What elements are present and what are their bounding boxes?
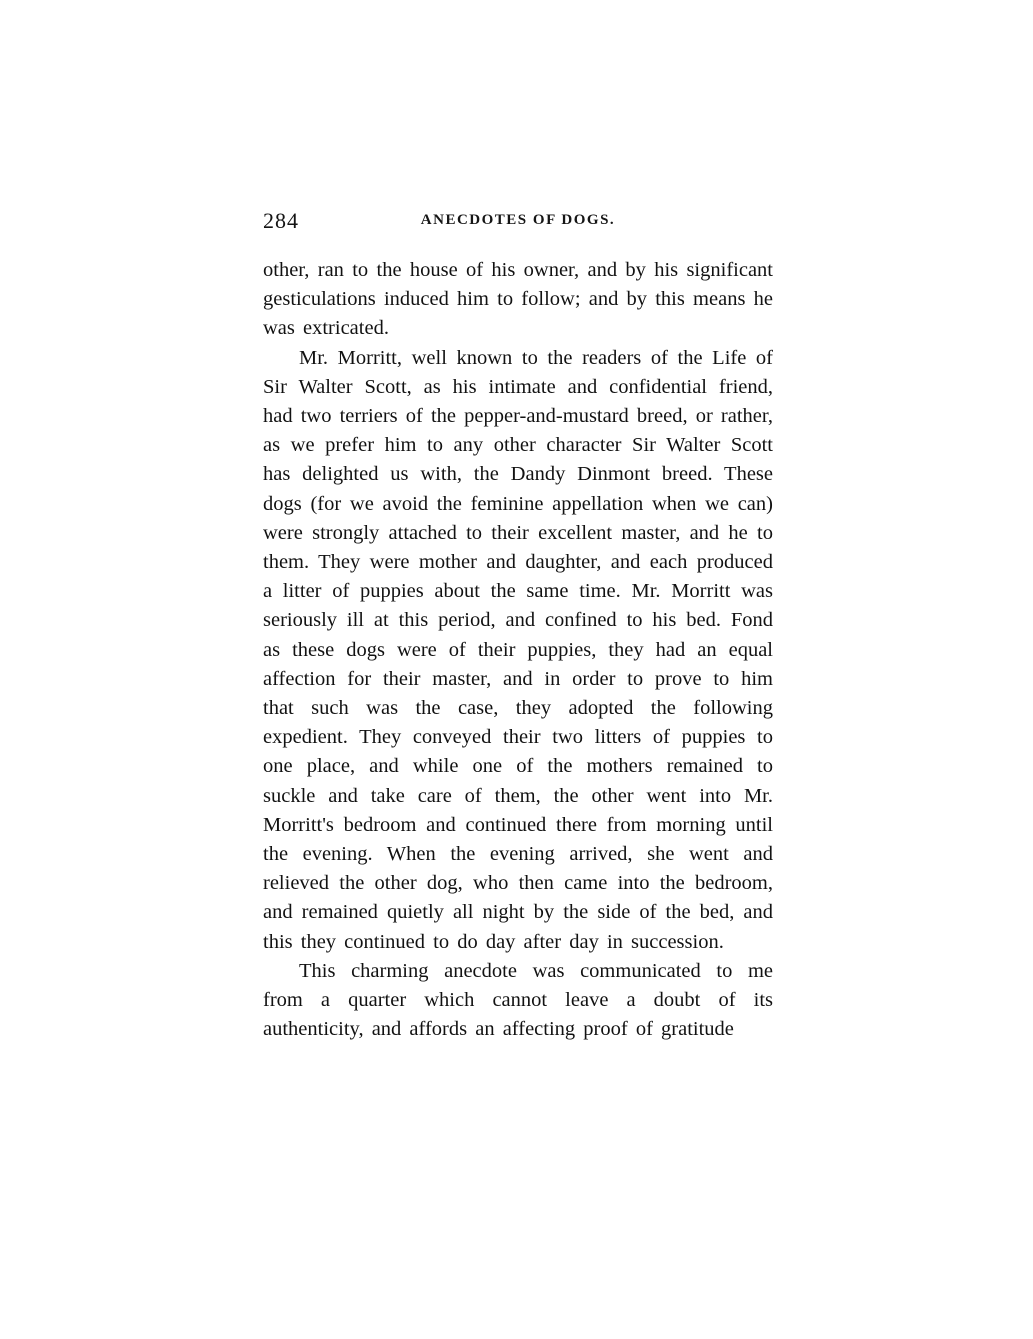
page-number: 284 — [263, 208, 299, 233]
paragraph: Mr. Morritt, well known to the readers of the Life of Sir Walter Scott, as his intimate and confidential friend, had two terriers of the pepper-and-mustard breed, or rather, as we prefer him to any other character Sir Walter Scott has delighted us with, the Dandy Dinmont breed. These dogs (for we avoid the feminine appellation when we can) were strongly attached to their excellent master, and he to them. They were mother and daughter, and each produced a litter of puppies about the same time. Mr. Morritt was seriously ill at this period, and confined to his bed. Fond as these dogs were of their puppies, they had an equal affection for their master, and in order to prove to him that such was the case, they adopted the following expedient. They conveyed their two litters of puppies to one place, and while one of the mothers remained to suckle and take care of them, the other went into Mr. Morritt's bedroom and continued there from morning until the evening. When the evening arrived, she went and relieved the other dog, who then came into the bedroom, and remained quietly all night by the side of the bed, and this they continued to do day after day in succession. — [263, 346, 774, 953]
paragraph: other, ran to the house of his owner, and by his significant gesticulations induced him to follow; and by this means he was extricated. — [263, 259, 773, 340]
paragraph: This charming anecdote was communicated to me from a quarter which cannot leave a doubt of its authenticity, and affords an affecting proof of gratitude — [263, 959, 773, 1041]
running-header-title: ANECDOTES OF DOGS. — [420, 212, 616, 228]
text-block — [263, 208, 773, 1044]
page-header — [263, 208, 773, 242]
body-text — [263, 256, 773, 1044]
